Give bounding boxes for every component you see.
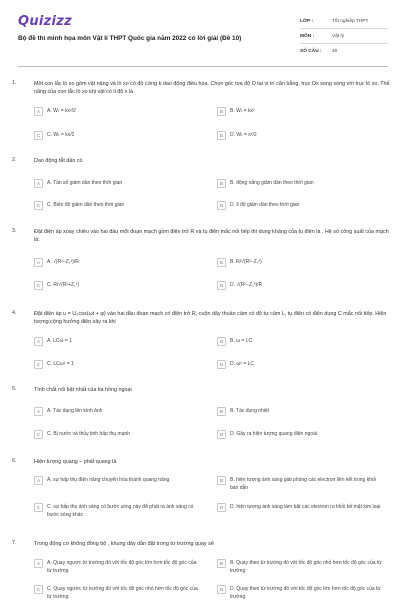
question-text: Hiện tượng quang – phát quang là [34,459,117,465]
option-text: D. ω² = LC [230,361,255,367]
option-text: D. √(R²−Z꜀²)/R [230,282,263,288]
question-number: 3. [12,228,17,234]
answer-option-c[interactable] [34,131,202,140]
answer-option-d[interactable] [217,201,385,210]
option-text: C. sự hấp thụ ánh sáng có bước sóng này để phát ra ánh sáng có bước sóng khác [47,504,194,518]
option-key: D [217,585,226,594]
meta-row-subject [300,29,388,44]
option-key: C [34,360,43,369]
option-key: D [217,360,226,369]
answer-option-a[interactable] [34,559,202,575]
option-text: B. ω = LC [230,338,253,344]
option-text: A. Tác dụng lên kính ảnh [47,408,103,414]
question-text: Trong động cơ không đồng bộ , khung dây dẫn đặt trong từ trường quay sẽ [34,541,214,547]
answer-option-a[interactable] [34,179,202,188]
answer-option-a[interactable] [34,407,202,416]
option-key: C [34,430,43,439]
option-key: A [34,559,43,568]
option-key: C [34,131,43,140]
option-key: A [34,407,43,416]
answer-option-c[interactable] [34,585,202,600]
answer-option-d[interactable] [217,131,385,140]
question-text: Một con lắc lò xo gồm vật nặng và lò xo có độ cứng k dao động điều hòa. Chọn gốc tọa độ O tại vị trí cân bằng, trục Ox song song với trục lò xo. Thế năng của con lắc lò xo khi vật có li độ x là [34,81,390,95]
option-text: C. Quay ngược từ trường đó với tốc độ góc nhỏ hơn tốc độ góc của từ trường [47,586,198,600]
question-number: 5. [12,386,17,392]
option-text: B. Quay theo từ trường đó với tốc độ góc nhỏ hơn tốc độ góc của từ trường [230,560,382,574]
option-key: B [217,559,226,568]
option-key: B [217,407,226,416]
answer-option-c[interactable] [34,360,202,369]
meta-label: LỚP : [300,18,314,24]
option-text: A. Quay ngược từ trường đó với tốc độ góc lớn hơn tốc độ góc của từ trường [47,560,197,574]
option-key: D [217,430,226,439]
answer-option-a[interactable] [34,107,202,116]
option-text: B. R/√(R²−Z꜀²) [230,259,262,265]
option-key: D [217,281,226,290]
meta-label: MÔN : [300,33,315,39]
document-title: Bộ đề thi minh họa môn Vật lí THPT Quốc gia năm 2022 có lời giải (Đề 10) [18,35,242,42]
option-text: C. LCω² = 1 [47,361,74,367]
option-key: A [34,337,43,346]
question-text: Tính chất nổi bật nhất của tia hồng ngoại [34,387,132,393]
answer-option-b[interactable] [217,337,385,346]
option-text: D. Gây ra hiện tượng quang điện ngoài [230,431,317,437]
question-number: 1. [12,80,17,86]
question-number: 4. [12,310,17,316]
answer-option-d[interactable] [217,281,385,290]
option-key: A [34,476,43,485]
option-text: D. li độ giảm dần theo thời gian [230,202,300,208]
question-text: Đặt điện áp xoay chiều vào hai đầu một đoạn mạch gồm điện trở R và tụ điện mắc nối tiếp thì dung kháng của tụ điện là . Hệ số công suất của mạch là: [34,229,389,243]
option-text: B. động năng giảm dần theo thời gian [230,180,314,186]
answer-option-c[interactable] [34,430,202,439]
meta-label: SỐ CÂU : [300,49,322,54]
meta-value: 40 [332,49,338,54]
answer-option-c[interactable] [34,281,202,290]
answer-option-b[interactable] [217,258,385,267]
answer-option-a[interactable] [34,337,202,346]
answer-option-d[interactable] [217,360,385,369]
answer-option-d[interactable] [217,585,385,600]
answer-option-c[interactable] [34,503,202,519]
option-text: A. Wₜ = kx²/2 [47,108,76,114]
option-text: B. Wₜ = kx² [230,108,255,114]
answer-option-b[interactable] [217,476,385,492]
option-text: A. LCω = 1 [47,338,72,344]
answer-option-a[interactable] [34,258,202,267]
meta-row-class [300,14,388,29]
option-key: D [217,503,226,512]
option-key: B [217,476,226,485]
option-text: D. hiện tượng ánh sáng làm bật các electron ra khỏi bề mặt kim loại [230,504,381,510]
answer-option-b[interactable] [217,559,385,575]
question-text: Dao động tắt dần có [34,158,83,164]
option-text: C. Biên độ giảm dần theo thời gian [47,202,125,208]
meta-value: Tốt nghiệp THPT [332,18,369,24]
quizizz-logo: Quizizz [18,14,73,29]
option-text: B. hiện tượng ánh sáng giải phóng các electron liên kết trong khối bán dẫn [230,477,376,491]
answer-option-c[interactable] [34,201,202,210]
option-key: A [34,107,43,116]
option-text: A. sự hấp thụ điện năng chuyển hóa thành quang năng [47,477,170,483]
option-key: D [217,201,226,210]
answer-option-d[interactable] [217,430,385,439]
question-text: Đặt điện áp u = U₀cos(ωt + φ) vào hai đầu đoạn mạch có điện trở R, cuộn dây thuần cảm có độ tự cảm L, tụ điện có điện dung C mắc nối tiếp. Hiện tượng cộng hưởng điện xảy ra khi [34,311,387,325]
option-key: A [34,258,43,267]
answer-option-b[interactable] [217,107,385,116]
option-text: C. R/√(R²+Z꜀²) [47,282,80,288]
option-key: C [34,503,43,512]
option-text: C. Bị nước và thủy tinh hấp thụ mạnh [47,431,131,437]
option-key: D [217,131,226,140]
meta-row-question-count [300,44,388,59]
option-key: B [217,179,226,188]
option-text: A. √(R²−Z꜀²)/R [47,259,79,265]
option-key: C [34,585,43,594]
option-key: C [34,201,43,210]
option-key: B [217,337,226,346]
answer-option-a[interactable] [34,476,202,485]
question-number: 7. [12,540,17,546]
option-key: B [217,107,226,116]
option-text: B. Tác dụng nhiệt [230,408,270,414]
option-key: A [34,179,43,188]
option-key: C [34,281,43,290]
question-number: 2. [12,157,17,163]
quiz-meta-table [300,14,388,59]
answer-option-b[interactable] [217,179,385,188]
header-divider [18,66,388,67]
option-text: A. Tần số giảm dần theo thời gian [47,180,123,186]
question-number: 6. [12,458,17,464]
option-text: D. Wₜ = x²/2 [230,132,257,138]
option-text: D. Quay theo từ trường đó với tốc độ góc lớn hơn tốc độ góc của từ trường [230,586,381,600]
option-text: C. Wₜ = kx/2 [47,132,75,138]
answer-option-b[interactable] [217,407,385,416]
meta-value: Vật lý [332,33,344,39]
option-key: B [217,258,226,267]
answer-option-d[interactable] [217,503,385,512]
